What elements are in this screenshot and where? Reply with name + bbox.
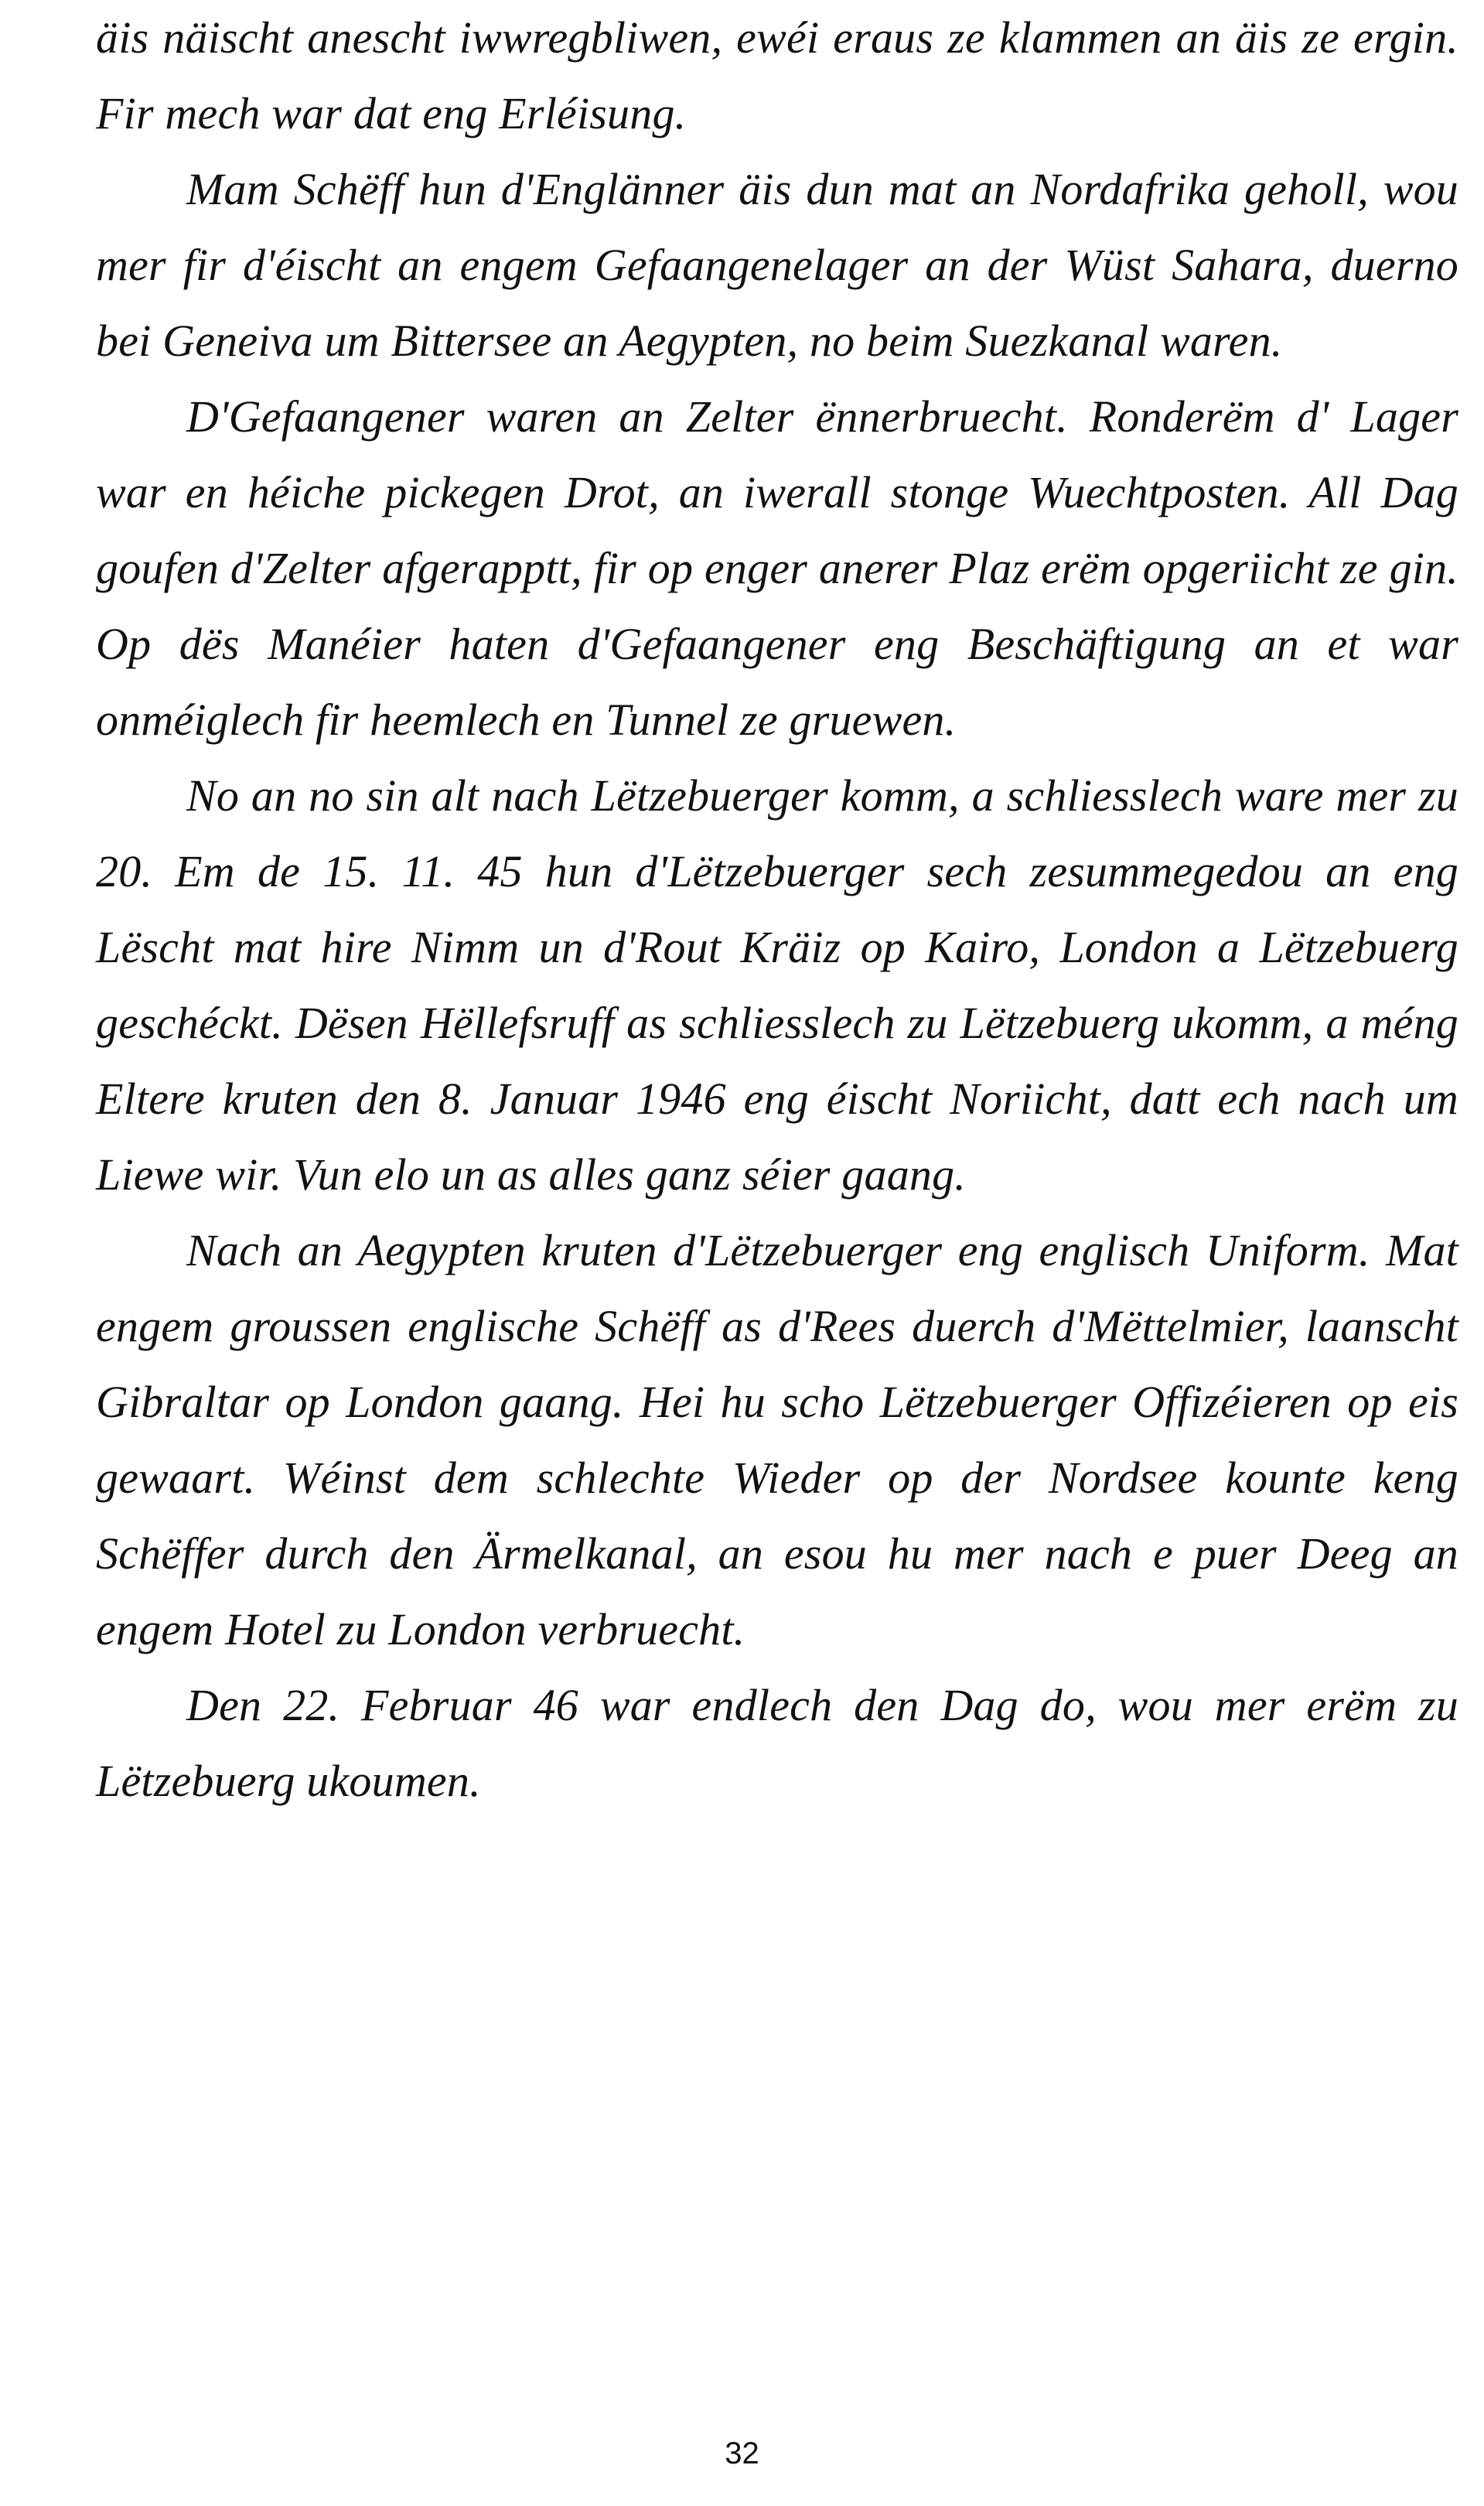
paragraph-2: Mam Schëff hun d'Englänner äis dun mat an Nordafrika geholl, wou mer fir d'éischt an engem Gefaangenelager an der Wüst Sahara, duerno bei Geneiva um Bittersee an Aegypten, no beim Suezkanal waren. xyxy=(96,164,1458,366)
paragraph-4: No an no sin alt nach Lëtzebuerger komm, a schliesslech ware mer zu 20. Em de 15. 11. 45 hun d'Lëtzebuerger sech zesummegedou an eng Lëscht mat hire Nimm un d'Rout Kräiz op Kairo, London a Lëtzebuerg geschéckt. Dësen Hëllefsruff as schliesslech zu Lëtzebuerg ukomm, a méng Eltere kruten den 8. Januar 1946 eng éischt Noriicht, datt ech nach um Liewe wir. Vun elo un as alles ganz séier gaang. xyxy=(96,770,1458,1200)
page-number: 32 xyxy=(725,2436,759,2470)
body-text xyxy=(96,0,1458,1819)
paragraph-5: Nach an Aegypten kruten d'Lëtzebuerger eng englisch Uniform. Mat engem groussen englische Schëff as d'Rees duerch d'Mëttelmier, laanscht Gibraltar op London gaang. Hei hu scho Lëtzebuerger Offizéieren op eis gewaart. Wéinst dem schlechte Wieder op der Nordsee kounte keng Schëffer durch den Ärmelkanal, an esou hu mer nach e puer Deeg an engem Hotel zu London verbruecht. xyxy=(96,1225,1458,1654)
paragraph-3: D'Gefaangener waren an Zelter ënnerbruecht. Ronderëm d' Lager war en héiche pickegen Drot, an iwerall stonge Wuechtposten. All Dag goufen d'Zelter afgerapptt, fir op enger anerer Plaz erëm opgeriicht ze gin. Op dës Manéier haten d'Gefaangener eng Beschäftigung an et war onméiglech fir heemlech en Tunnel ze gruewen. xyxy=(96,391,1458,745)
paragraph-1: äis näischt anescht iwwregbliwen, ewéi eraus ze klammen an äis ze ergin. Fir mech war dat eng Erléisung. xyxy=(96,12,1458,138)
paragraph-6: Den 22. Februar 46 war endlech den Dag do, wou mer erëm zu Lëtzebuerg ukoumen. xyxy=(96,1680,1458,1806)
